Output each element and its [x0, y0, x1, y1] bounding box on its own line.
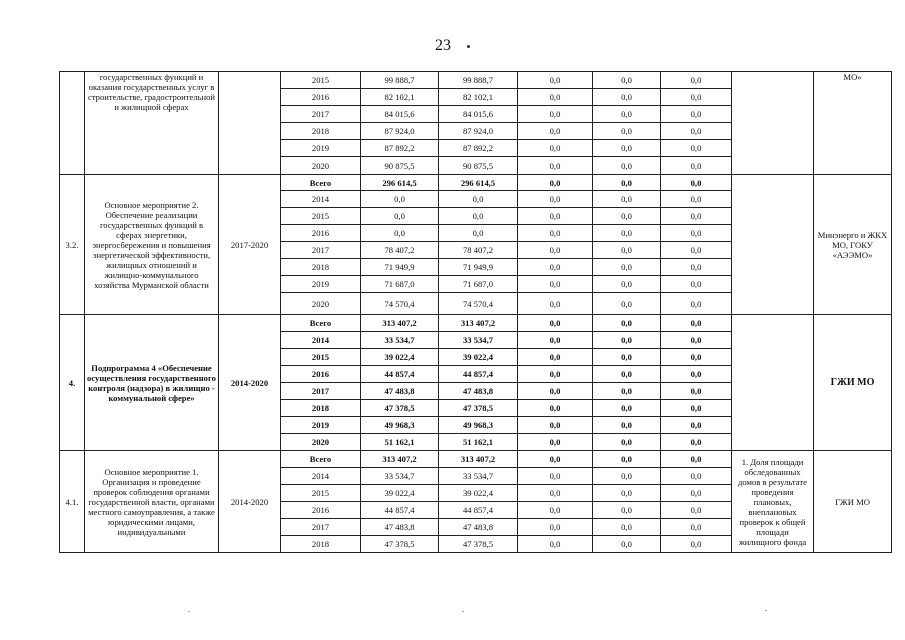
row-number: [60, 72, 85, 175]
amount-cell: 0,0: [518, 400, 593, 417]
amount-cell: 39 022,4: [361, 349, 439, 366]
scan-speck: [188, 611, 190, 612]
executor-cell: Минэнерго и ЖКХ МО, ГОКУ «АЭЭМО»: [814, 175, 892, 315]
amount-cell: 0,0: [518, 468, 593, 485]
amount-cell: 0,0: [518, 106, 593, 123]
amount-cell: 0,0: [593, 72, 661, 89]
period: 2017-2020: [219, 175, 281, 315]
amount-cell: 0,0: [593, 276, 661, 293]
year-cell: 2016: [281, 225, 361, 242]
amount-cell: 0,0: [593, 400, 661, 417]
amount-cell: 78 407,2: [439, 242, 518, 259]
amount-cell: 47 483,8: [439, 519, 518, 536]
year-cell: 2014: [281, 191, 361, 208]
amount-cell: 0,0: [661, 72, 732, 89]
year-cell: 2014: [281, 468, 361, 485]
amount-cell: 87 924,0: [439, 123, 518, 140]
amount-cell: 0,0: [593, 175, 661, 191]
amount-cell: 99 888,7: [361, 72, 439, 89]
amount-cell: 0,0: [518, 276, 593, 293]
amount-cell: 0,0: [518, 536, 593, 553]
year-cell: 2017: [281, 519, 361, 536]
period: [219, 72, 281, 175]
amount-cell: 0,0: [593, 259, 661, 276]
amount-cell: 0,0: [661, 349, 732, 366]
amount-cell: 0,0: [661, 157, 732, 175]
amount-cell: 0,0: [439, 225, 518, 242]
amount-cell: 0,0: [518, 332, 593, 349]
executor-cell: МО»: [814, 72, 892, 175]
amount-cell: 0,0: [593, 106, 661, 123]
amount-cell: 0,0: [593, 366, 661, 383]
amount-cell: 0,0: [518, 225, 593, 242]
amount-cell: 84 015,6: [361, 106, 439, 123]
amount-cell: 47 378,5: [361, 400, 439, 417]
amount-cell: 78 407,2: [361, 242, 439, 259]
year-cell: 2016: [281, 502, 361, 519]
amount-cell: 71 687,0: [361, 276, 439, 293]
amount-cell: 0,0: [661, 502, 732, 519]
amount-cell: 0,0: [518, 349, 593, 366]
amount-cell: 0,0: [661, 519, 732, 536]
amount-cell: 47 483,8: [439, 383, 518, 400]
amount-cell: 0,0: [593, 89, 661, 106]
indicator-cell: [732, 175, 814, 315]
amount-cell: 0,0: [661, 225, 732, 242]
amount-cell: 313 407,2: [361, 315, 439, 332]
amount-cell: 0,0: [593, 349, 661, 366]
scan-speck: [462, 611, 464, 612]
amount-cell: 0,0: [661, 123, 732, 140]
amount-cell: 33 534,7: [361, 468, 439, 485]
amount-cell: 0,0: [661, 366, 732, 383]
period: 2014-2020: [219, 315, 281, 451]
amount-cell: 0,0: [518, 259, 593, 276]
year-cell: 2018: [281, 400, 361, 417]
year-cell: 2016: [281, 366, 361, 383]
amount-cell: 0,0: [518, 451, 593, 468]
amount-cell: 39 022,4: [361, 485, 439, 502]
amount-cell: 0,0: [661, 140, 732, 157]
activity-name: государственных функций и оказания государственных услуг в строительстве, градостроительной и жилищной сферах: [85, 72, 219, 175]
amount-cell: 296 614,5: [439, 175, 518, 191]
amount-cell: 90 875,5: [439, 157, 518, 175]
amount-cell: 0,0: [518, 175, 593, 191]
amount-cell: 0,0: [439, 208, 518, 225]
amount-cell: 0,0: [518, 157, 593, 175]
year-cell: 2020: [281, 434, 361, 451]
row-number: 4.: [60, 315, 85, 451]
amount-cell: 84 015,6: [439, 106, 518, 123]
amount-cell: 39 022,4: [439, 349, 518, 366]
amount-cell: 0,0: [661, 400, 732, 417]
year-cell: 2015: [281, 72, 361, 89]
scan-speck: [467, 45, 470, 48]
year-cell: 2015: [281, 208, 361, 225]
year-cell: 2018: [281, 259, 361, 276]
table-row: [60, 315, 892, 332]
amount-cell: 0,0: [518, 140, 593, 157]
table-row: [60, 175, 892, 191]
amount-cell: 87 924,0: [361, 123, 439, 140]
amount-cell: 0,0: [593, 485, 661, 502]
amount-cell: 0,0: [518, 383, 593, 400]
amount-cell: 0,0: [593, 242, 661, 259]
amount-cell: 74 570,4: [439, 293, 518, 315]
year-cell: 2020: [281, 293, 361, 315]
amount-cell: 44 857,4: [361, 366, 439, 383]
amount-cell: 49 968,3: [361, 417, 439, 434]
amount-cell: 0,0: [661, 468, 732, 485]
amount-cell: 0,0: [661, 242, 732, 259]
amount-cell: 0,0: [593, 332, 661, 349]
table-row: [60, 72, 892, 89]
year-cell: 2018: [281, 536, 361, 553]
amount-cell: 90 875,5: [361, 157, 439, 175]
amount-cell: 0,0: [518, 485, 593, 502]
amount-cell: 74 570,4: [361, 293, 439, 315]
amount-cell: 0,0: [593, 536, 661, 553]
year-cell: 2018: [281, 123, 361, 140]
amount-cell: 71 687,0: [439, 276, 518, 293]
amount-cell: 0,0: [518, 417, 593, 434]
amount-cell: 0,0: [518, 434, 593, 451]
amount-cell: 99 888,7: [439, 72, 518, 89]
amount-cell: 0,0: [593, 315, 661, 332]
amount-cell: 33 534,7: [439, 468, 518, 485]
amount-cell: 313 407,2: [361, 451, 439, 468]
amount-cell: 0,0: [518, 191, 593, 208]
amount-cell: 51 162,1: [361, 434, 439, 451]
amount-cell: 47 378,5: [361, 536, 439, 553]
executor-cell: ГЖИ МО: [814, 315, 892, 451]
amount-cell: 33 534,7: [361, 332, 439, 349]
period: 2014-2020: [219, 451, 281, 553]
amount-cell: 0,0: [661, 175, 732, 191]
amount-cell: 44 857,4: [439, 502, 518, 519]
amount-cell: 33 534,7: [439, 332, 518, 349]
amount-cell: 47 378,5: [439, 536, 518, 553]
amount-cell: 0,0: [661, 536, 732, 553]
amount-cell: 0,0: [518, 89, 593, 106]
amount-cell: 0,0: [593, 417, 661, 434]
amount-cell: 0,0: [661, 276, 732, 293]
amount-cell: 0,0: [661, 417, 732, 434]
year-cell: Всего: [281, 451, 361, 468]
amount-cell: 0,0: [593, 451, 661, 468]
amount-cell: 0,0: [593, 208, 661, 225]
amount-cell: 82 102,1: [361, 89, 439, 106]
amount-cell: 313 407,2: [439, 315, 518, 332]
indicator-cell: [732, 315, 814, 451]
program-finance-table: [59, 71, 892, 553]
amount-cell: 0,0: [661, 106, 732, 123]
page-number: 23: [0, 37, 905, 55]
amount-cell: 0,0: [661, 315, 732, 332]
amount-cell: 313 407,2: [439, 451, 518, 468]
amount-cell: 0,0: [361, 225, 439, 242]
amount-cell: 0,0: [661, 332, 732, 349]
amount-cell: 0,0: [518, 366, 593, 383]
amount-cell: 51 162,1: [439, 434, 518, 451]
amount-cell: 0,0: [661, 89, 732, 106]
year-cell: 2020: [281, 157, 361, 175]
year-cell: 2014: [281, 332, 361, 349]
amount-cell: 0,0: [593, 191, 661, 208]
activity-name: Основное мероприятие 1. Организация и проведение проверок соблюдения органами государственной власти, органами местного самоуправления, а также юридическими лицами, индивидуальными: [85, 451, 219, 553]
amount-cell: 87 892,2: [439, 140, 518, 157]
amount-cell: 71 949,9: [439, 259, 518, 276]
amount-cell: 0,0: [661, 485, 732, 502]
amount-cell: 49 968,3: [439, 417, 518, 434]
amount-cell: 0,0: [593, 157, 661, 175]
amount-cell: 0,0: [518, 72, 593, 89]
amount-cell: 71 949,9: [361, 259, 439, 276]
amount-cell: 0,0: [593, 434, 661, 451]
row-number: 3.2.: [60, 175, 85, 315]
amount-cell: 0,0: [518, 315, 593, 332]
amount-cell: 0,0: [361, 208, 439, 225]
amount-cell: 0,0: [593, 519, 661, 536]
amount-cell: 0,0: [518, 208, 593, 225]
year-cell: 2017: [281, 242, 361, 259]
amount-cell: 0,0: [518, 293, 593, 315]
indicator-cell: 1. Доля площади обследованных домов в результате проведения плановых, внеплановых проверок к общей площади жилищного фонда: [732, 451, 814, 553]
year-cell: 2015: [281, 349, 361, 366]
amount-cell: 0,0: [518, 123, 593, 140]
amount-cell: 0,0: [518, 242, 593, 259]
table-row: [60, 451, 892, 468]
amount-cell: 47 378,5: [439, 400, 518, 417]
amount-cell: 0,0: [593, 293, 661, 315]
indicator-cell: [732, 72, 814, 175]
amount-cell: 0,0: [593, 383, 661, 400]
year-cell: 2017: [281, 106, 361, 123]
amount-cell: 39 022,4: [439, 485, 518, 502]
year-cell: 2019: [281, 417, 361, 434]
amount-cell: 82 102,1: [439, 89, 518, 106]
amount-cell: 296 614,5: [361, 175, 439, 191]
amount-cell: 47 483,8: [361, 519, 439, 536]
amount-cell: 0,0: [361, 191, 439, 208]
amount-cell: 0,0: [661, 208, 732, 225]
year-cell: 2019: [281, 140, 361, 157]
amount-cell: 0,0: [593, 502, 661, 519]
year-cell: 2019: [281, 276, 361, 293]
amount-cell: 0,0: [518, 502, 593, 519]
amount-cell: 47 483,8: [361, 383, 439, 400]
amount-cell: 44 857,4: [361, 502, 439, 519]
amount-cell: 0,0: [593, 140, 661, 157]
year-cell: 2017: [281, 383, 361, 400]
amount-cell: 0,0: [661, 434, 732, 451]
row-number: 4.1.: [60, 451, 85, 553]
amount-cell: 0,0: [661, 191, 732, 208]
amount-cell: 0,0: [518, 519, 593, 536]
year-cell: Всего: [281, 315, 361, 332]
amount-cell: 0,0: [593, 468, 661, 485]
activity-name: Подпрограмма 4 «Обеспечение осуществления государственного контроля (надзора) в жилищно - коммунальной сфере»: [85, 315, 219, 451]
scan-speck: [765, 610, 767, 611]
amount-cell: 0,0: [661, 293, 732, 315]
amount-cell: 0,0: [439, 191, 518, 208]
activity-name: Основное мероприятие 2. Обеспечение реализации государственных функций в сферах энергетики, энергосбережения и повышения энергетической эффективности, жилищных отношений и жилищно-коммунального хозяйства Мурманской области: [85, 175, 219, 315]
amount-cell: 0,0: [661, 451, 732, 468]
executor-cell: ГЖИ МО: [814, 451, 892, 553]
amount-cell: 0,0: [661, 259, 732, 276]
year-cell: 2015: [281, 485, 361, 502]
amount-cell: 87 892,2: [361, 140, 439, 157]
amount-cell: 44 857,4: [439, 366, 518, 383]
amount-cell: 0,0: [661, 383, 732, 400]
year-cell: 2016: [281, 89, 361, 106]
amount-cell: 0,0: [593, 123, 661, 140]
year-cell: Всего: [281, 175, 361, 191]
amount-cell: 0,0: [593, 225, 661, 242]
